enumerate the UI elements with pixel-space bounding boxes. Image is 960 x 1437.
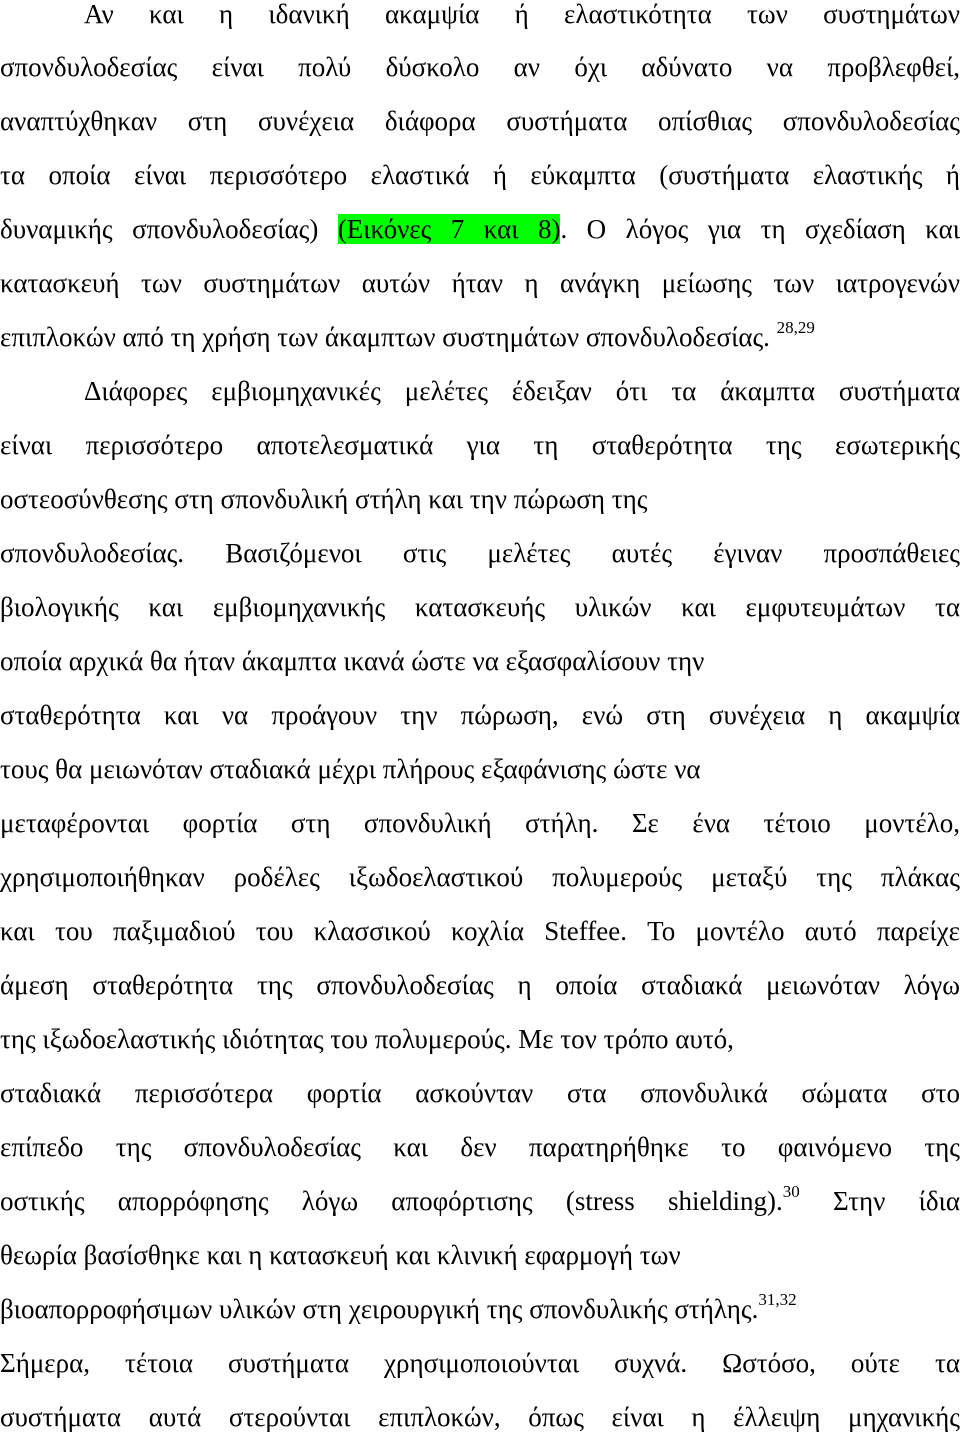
text-line: και του παξιμαδιού του κλασσικού κοχλία Steffee. Το μοντέλο αυτό παρείχε — [0, 916, 960, 946]
text-segment: Στην ίδια — [799, 1186, 960, 1216]
text-line: είναι περισσότερο αποτελεσματικά για τη σταθερότητα της εσωτερικής — [0, 430, 960, 460]
text-line: Σήμερα, τέτοια συστήματα χρησιμοποιούνται συχνά. Ωστόσο, ούτε τα — [0, 1348, 960, 1378]
text-line — [0, 1289, 960, 1329]
text-segment: οστικής απορρόφησης λόγω αποφόρτισης (stress shielding). — [0, 1186, 783, 1216]
text-line: κατασκευή των συστημάτων αυτών ήταν η ανάγκη μείωσης των ιατρογενών — [0, 268, 960, 298]
text-line — [0, 209, 960, 249]
text-line: συστήματα αυτά στερούνται επιπλοκών, όπως είναι η έλλειψη μηχανικής — [0, 1402, 960, 1432]
text-line: χρησιμοποιήθηκαν ροδέλες ιξωδοελαστικού πολυμερούς μεταξύ της πλάκας — [0, 862, 960, 892]
text-line: σπονδυλοδεσίας. Βασιζόμενοι στις μελέτες αυτές έγιναν προσπάθειες — [0, 538, 960, 568]
text-segment: βιοαπορροφήσιμων υλικών στη χειρουργική της σπονδυλικής στήλης. — [0, 1294, 759, 1324]
citation-superscript: 28,29 — [776, 318, 815, 337]
text-line: Διάφορες εμβιομηχανικές μελέτες έδειξαν ότι τα άκαμπτα συστήματα — [84, 376, 960, 406]
citation-superscript: 31,32 — [758, 1290, 797, 1309]
text-segment: επιπλοκών από τη χρήση των άκαμπτων συστημάτων σπονδυλοδεσίας. — [0, 322, 770, 352]
text-segment: δυναμικής σπονδυλοδεσίας) — [0, 214, 338, 244]
text-line: της ιξωδοελαστικής ιδιότητας του πολυμερούς. Με τον τρόπο αυτό, — [0, 1024, 734, 1054]
text-line: τους θα μειωνόταν σταδιακά μέχρι πλήρους εξαφάνισης ώστε να — [0, 754, 701, 784]
text-line: επίπεδο της σπονδυλοδεσίας και δεν παρατηρήθηκε το φαινόμενο της — [0, 1132, 960, 1162]
text-line: Αν και η ιδανική ακαμψία ή ελαστικότητα των συστημάτων — [84, 0, 960, 29]
text-segment: . Ο λόγος για τη σχεδίαση και — [560, 214, 960, 244]
text-line — [0, 317, 960, 357]
text-line: σταδιακά περισσότερα φορτία ασκούνταν στα σπονδυλικά σώματα στο — [0, 1078, 960, 1108]
text-line: σπονδυλοδεσίας είναι πολύ δύσκολο αν όχι αδύνατο να προβλεφθεί, — [0, 52, 960, 82]
text-line: άμεση σταθερότητα της σπονδυλοδεσίας η οποία σταδιακά μειωνόταν λόγω — [0, 970, 960, 1000]
text-line: αναπτύχθηκαν στη συνέχεια διάφορα συστήματα οπίσθιας σπονδυλοδεσίας — [0, 106, 960, 136]
text-line: οποία αρχικά θα ήταν άκαμπτα ικανά ώστε να εξασφαλίσουν την — [0, 646, 705, 676]
text-line: θεωρία βασίσθηκε και η κατασκευή και κλινική εφαρμογή των — [0, 1240, 681, 1270]
text-line: βιολογικής και εμβιομηχανικής κατασκευής υλικών και εμφυτευμάτων τα — [0, 592, 960, 622]
figure-reference-highlight: (Εικόνες 7 και 8) — [337, 214, 561, 244]
text-line: σταθερότητα και να προάγουν την πώρωση, ενώ στη συνέχεια η ακαμψία — [0, 700, 960, 730]
text-line: οστεοσύνθεσης στη σπονδυλική στήλη και την πώρωση της — [0, 484, 648, 514]
citation-superscript: 30 — [782, 1182, 800, 1201]
text-line: τα οποία είναι περισσότερο ελαστικά ή εύκαμπτα (συστήματα ελαστικής ή — [0, 160, 960, 190]
text-line — [0, 1181, 960, 1221]
text-line: μεταφέρονται φορτία στη σπονδυλική στήλη. Σε ένα τέτοιο μοντέλο, — [0, 808, 960, 838]
